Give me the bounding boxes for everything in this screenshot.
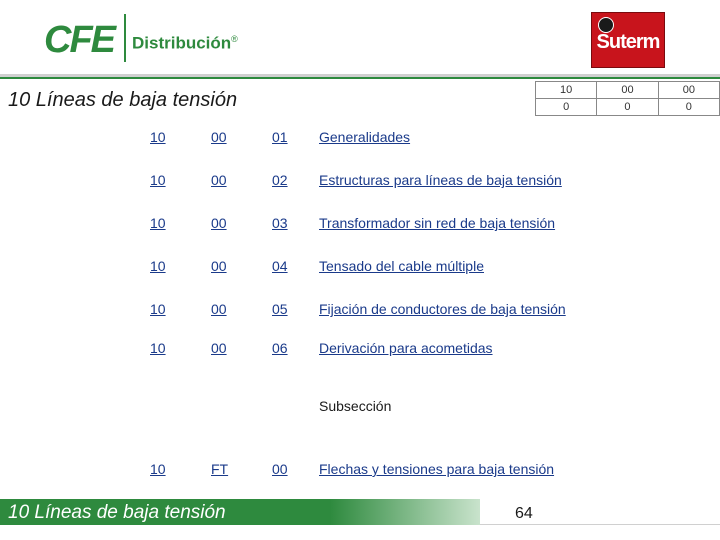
item-link[interactable]: Transformador sin red de baja tensión <box>319 215 556 231</box>
section-title: 10 Líneas de baja tensión <box>8 89 238 111</box>
item-chapter[interactable]: 10 <box>150 258 166 274</box>
item-link[interactable]: Generalidades <box>319 129 411 145</box>
suterm-logo <box>591 12 665 68</box>
item-chapter[interactable]: 10 <box>150 340 166 356</box>
code-box-row <box>536 99 720 116</box>
header-divider-green <box>0 77 720 79</box>
item-number[interactable]: 03 <box>272 215 288 231</box>
code-cell: 0 <box>536 99 597 116</box>
code-cell: 10 <box>536 82 597 99</box>
item-section[interactable]: 00 <box>211 129 227 145</box>
footer-bar-fade <box>330 499 480 525</box>
item-section[interactable]: FT <box>211 461 229 477</box>
item-link[interactable]: Derivación para acometidas <box>319 340 493 356</box>
item-section[interactable]: 00 <box>211 215 227 231</box>
footer-divider <box>480 524 720 525</box>
cfe-logo-subtitle: Distribución® <box>132 33 238 53</box>
item-number[interactable]: 02 <box>272 172 288 188</box>
code-cell: 0 <box>658 99 719 116</box>
footer-title: 10 Líneas de baja tensión <box>8 502 226 523</box>
item-link[interactable]: Flechas y tensiones para baja tensión <box>319 461 555 477</box>
code-box <box>535 81 720 116</box>
subsection-heading: Subsección <box>319 398 392 414</box>
item-section[interactable]: 00 <box>211 340 227 356</box>
item-number[interactable]: 05 <box>272 301 288 317</box>
item-section[interactable]: 00 <box>211 258 227 274</box>
cfe-logo-text: CFE <box>44 19 114 61</box>
item-chapter[interactable]: 10 <box>150 172 166 188</box>
item-link[interactable]: Tensado del cable múltiple <box>319 258 484 274</box>
code-box-row <box>536 82 720 99</box>
item-number[interactable]: 01 <box>272 129 288 145</box>
cfe-logo-divider <box>124 14 126 62</box>
item-link[interactable]: Fijación de conductores de baja tensión <box>319 301 566 317</box>
item-chapter[interactable]: 10 <box>150 301 166 317</box>
item-number[interactable]: 04 <box>272 258 288 274</box>
suterm-logo-text: Suterm <box>596 31 660 53</box>
code-cell: 00 <box>658 82 719 99</box>
item-chapter[interactable]: 10 <box>150 461 166 477</box>
item-link[interactable]: Estructuras para líneas de baja tensión <box>319 172 562 188</box>
item-number[interactable]: 06 <box>272 340 288 356</box>
item-chapter[interactable]: 10 <box>150 215 166 231</box>
item-chapter[interactable]: 10 <box>150 129 166 145</box>
cfe-logo <box>44 12 254 66</box>
registered-mark: ® <box>231 34 238 44</box>
page-number: 64 <box>515 505 533 522</box>
code-cell: 00 <box>597 82 658 99</box>
item-section[interactable]: 00 <box>211 301 227 317</box>
code-cell: 0 <box>597 99 658 116</box>
item-section[interactable]: 00 <box>211 172 227 188</box>
item-number[interactable]: 00 <box>272 461 288 477</box>
